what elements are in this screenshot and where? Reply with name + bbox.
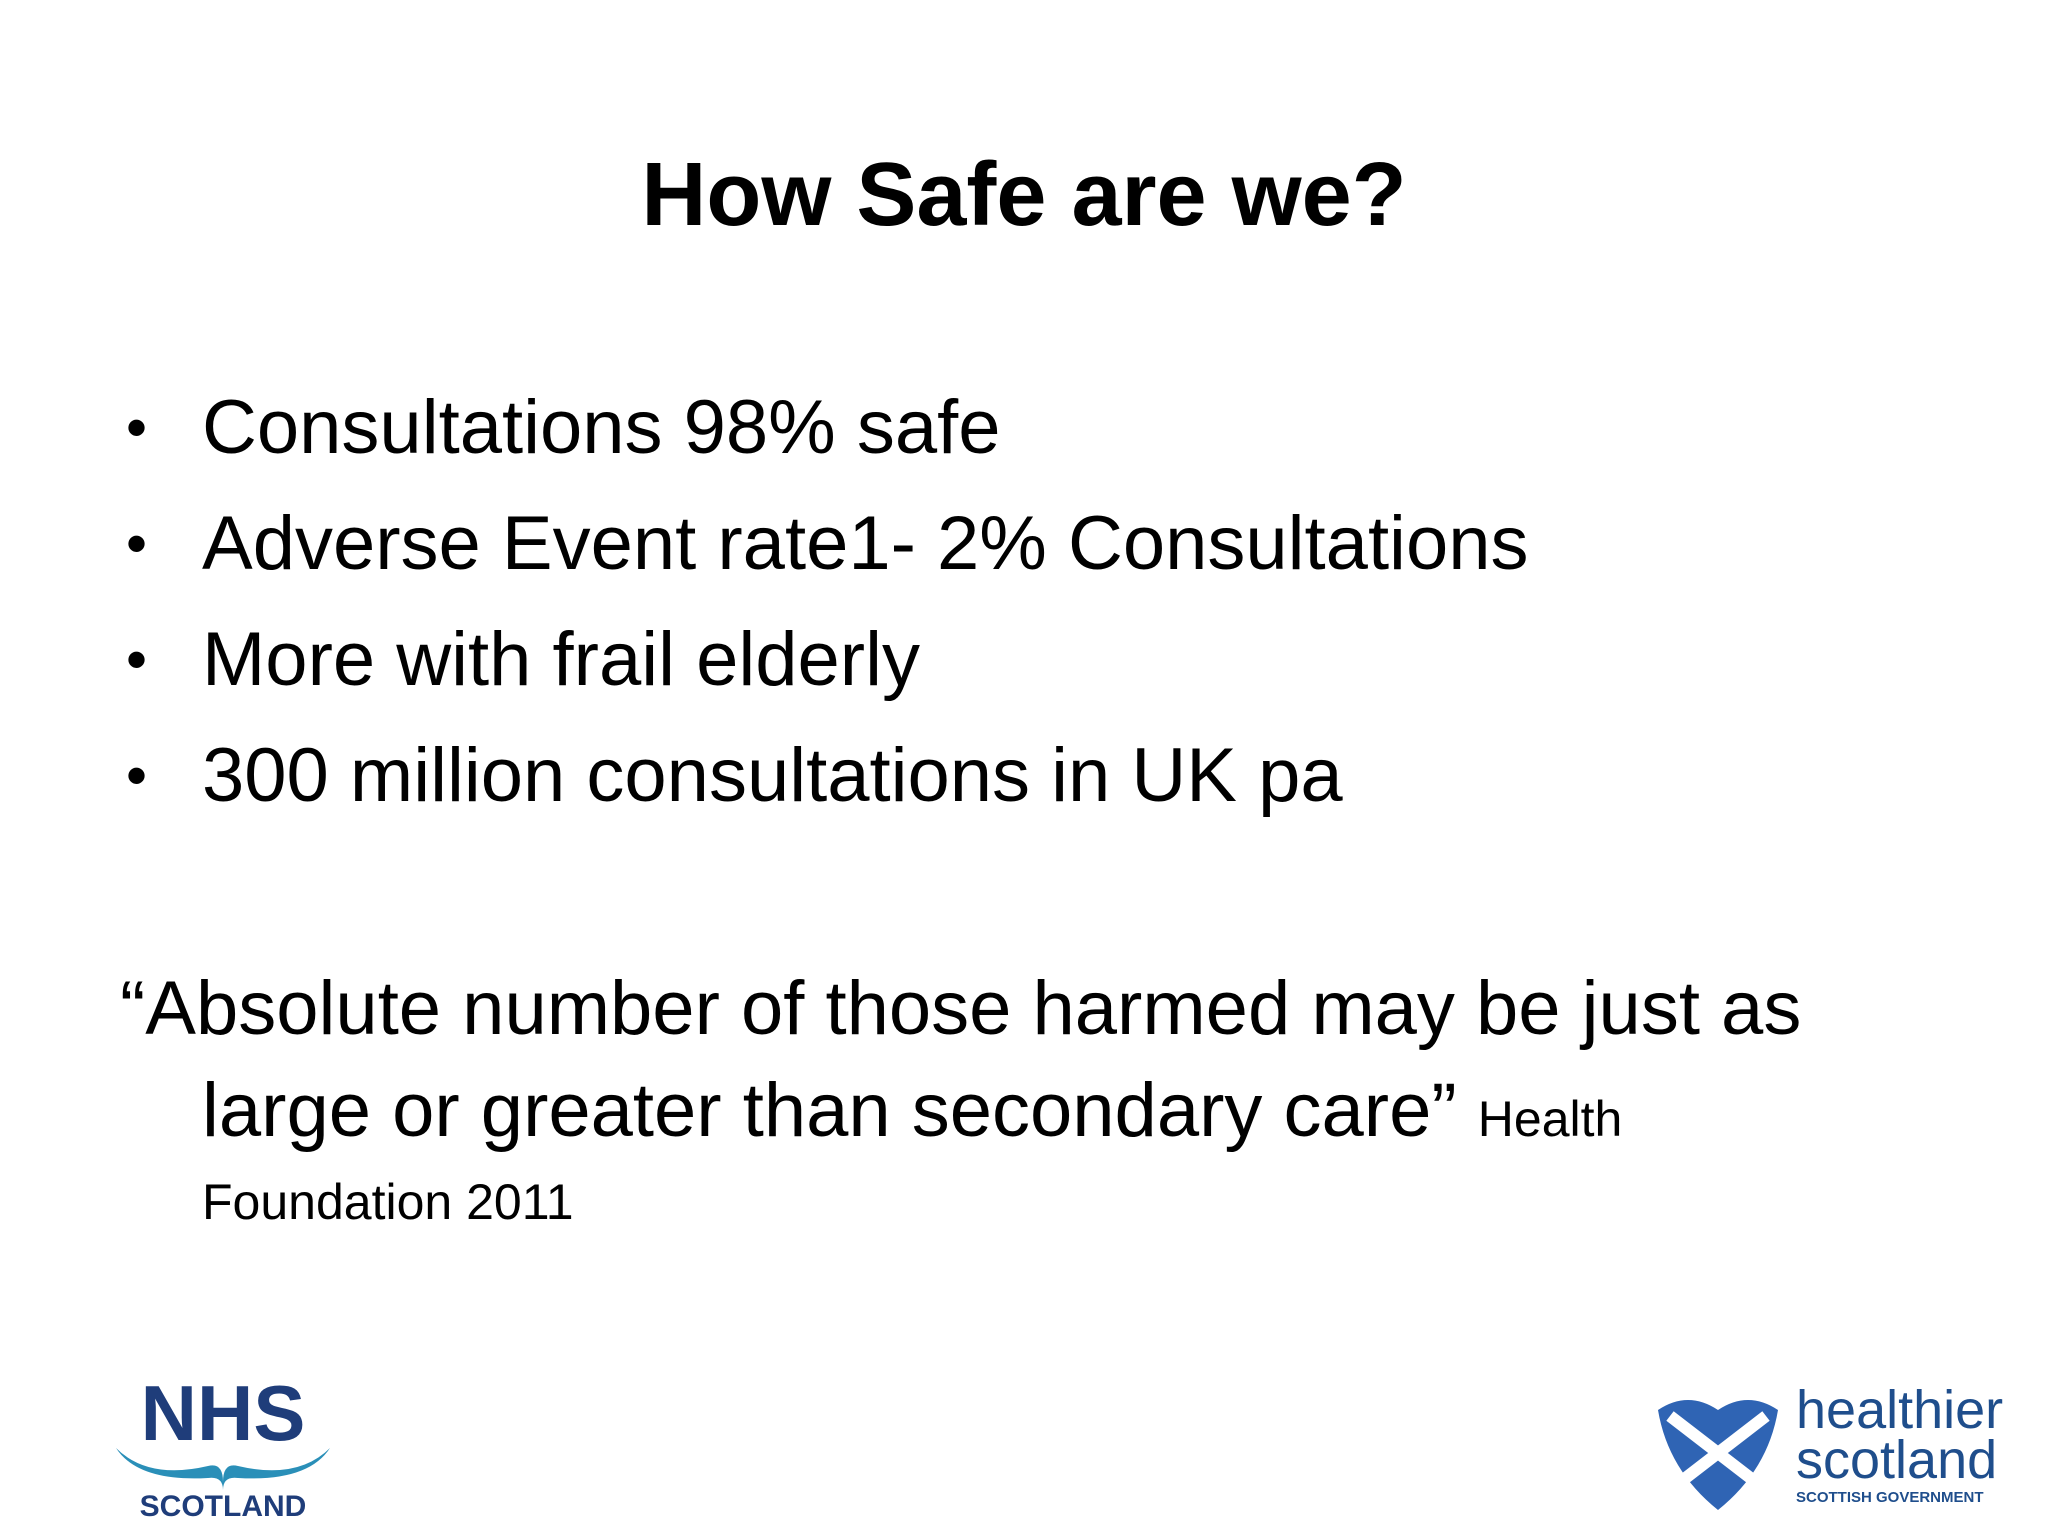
nhs-scotland-logo <box>108 1370 338 1520</box>
quote-line-2 <box>120 1060 2000 1170</box>
bullet-item <box>120 602 2000 718</box>
bullet-icon: • <box>126 742 148 809</box>
bullet-item <box>120 718 2000 834</box>
bullet-text: Consultations 98% safe <box>202 385 1001 470</box>
bullet-item <box>120 486 2000 602</box>
saltire-heart-icon <box>1658 1400 1778 1510</box>
bullet-icon: • <box>126 510 148 577</box>
bullet-list <box>120 370 2000 834</box>
quote-text: large or greater than secondary care” <box>202 1068 1457 1153</box>
hs-logo-line2: scotland <box>1796 1430 1998 1490</box>
nhs-logo-subtext: SCOTLAND <box>139 1490 307 1520</box>
quote-line-1: “Absolute number of those harmed may be just as <box>120 966 1802 1051</box>
bullet-item <box>120 370 2000 486</box>
bullet-text: Adverse Event rate1- 2% Consultations <box>202 501 1529 586</box>
quote-block <box>120 958 2000 1234</box>
bullet-text: 300 million consultations in UK pa <box>202 733 1343 818</box>
quote-source-inline: Health <box>1477 1091 1623 1147</box>
bullet-icon: • <box>126 626 148 693</box>
quote-source: Foundation 2011 <box>202 1174 574 1230</box>
hs-logo-line3: SCOTTISH GOVERNMENT <box>1796 1489 1984 1506</box>
bullet-icon: • <box>126 394 148 461</box>
bullet-text: More with frail elderly <box>202 617 920 702</box>
healthier-scotland-logo <box>1648 1370 2008 1520</box>
nhs-logo-text: NHS <box>140 1370 306 1457</box>
hs-logo-line1: healthier <box>1796 1380 2004 1440</box>
slide-title: How Safe are we? <box>641 145 1407 245</box>
